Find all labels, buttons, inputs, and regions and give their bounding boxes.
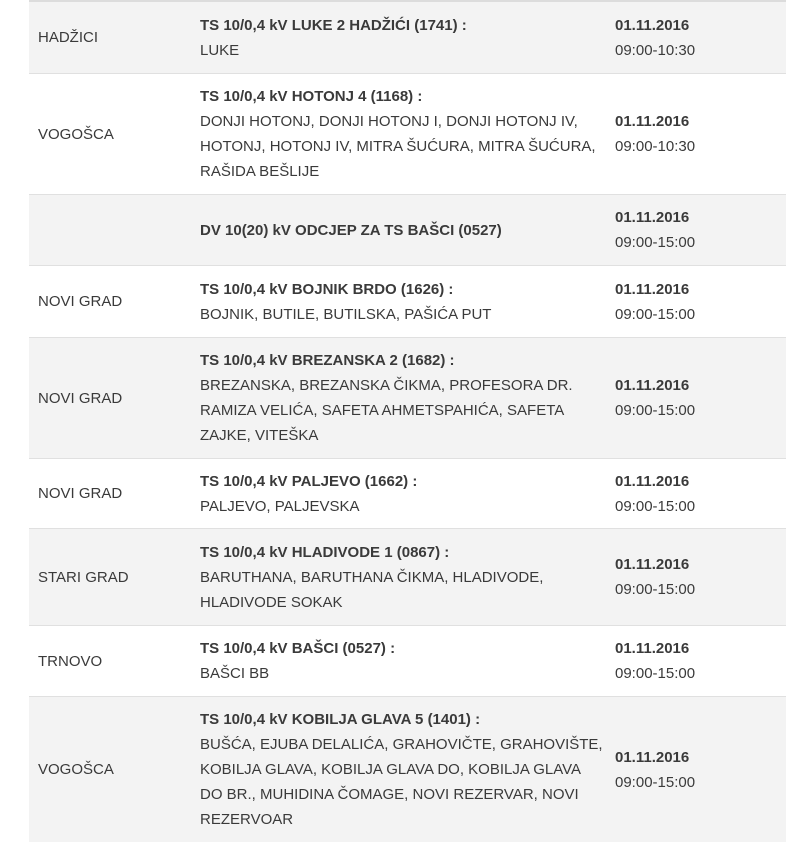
- area-cell: NOVI GRAD: [38, 485, 123, 502]
- street-list: BARUTHANA, BARUTHANA ČIKMA, HLADIVODE, HLADIVODE SOKAK: [200, 568, 544, 611]
- area-cell: VOGOŠCA: [38, 125, 114, 143]
- time-cell: [615, 13, 786, 63]
- table-row: [29, 2, 786, 74]
- description-cell: [200, 636, 615, 686]
- area-cell: NOVI GRAD: [38, 389, 123, 407]
- outage-hours: 09:00-10:30: [615, 41, 696, 59]
- description-cell: [200, 84, 615, 184]
- time-cell: [615, 745, 786, 795]
- street-list: DONJI HOTONJ, DONJI HOTONJ I, DONJI HOTONJ IV, HOTONJ, HOTONJ IV, MITRA ŠUĆURA, MITRA ŠUĆURA, RAŠIDA BEŠLIJE: [200, 113, 596, 180]
- street-list: PALJEVO, PALJEVSKA: [200, 497, 360, 515]
- outage-date: 01.11.2016: [615, 556, 690, 573]
- description-cell: [200, 540, 615, 615]
- street-list: BAŠCI BB: [200, 665, 270, 682]
- outage-hours: 09:00-15:00: [615, 773, 696, 791]
- station-name: TS 10/0,4 kV HLADIVODE 1 (0867) :: [200, 543, 450, 561]
- table-row: [29, 338, 786, 459]
- area-cell: VOGOŠCA: [38, 761, 114, 778]
- station-name: TS 10/0,4 kV BOJNIK BRDO (1626) :: [200, 280, 454, 298]
- time-cell: [615, 636, 786, 686]
- outage-date: 01.11.2016: [615, 472, 690, 490]
- area-cell: TRNOVO: [38, 652, 103, 670]
- description-cell: [200, 218, 615, 243]
- time-cell: [615, 373, 786, 423]
- station-name: TS 10/0,4 kV LUKE 2 HADŽIĆI (1741) :: [200, 16, 467, 34]
- station-name: TS 10/0,4 kV PALJEVO (1662) :: [200, 472, 418, 490]
- street-list: BUŠĆA, EJUBA DELALIĆA, GRAHOVIČTE, GRAHOVIŠTE, KOBILJA GLAVA, KOBILJA GLAVA DO, KOBILJA GLAVA DO BR., MUHIDINA ČOMAGE, NOVI REZERVAR, NOVI REZERVOAR: [200, 736, 603, 828]
- area-cell: HADŽICI: [38, 29, 98, 46]
- area-cell: NOVI GRAD: [38, 293, 123, 310]
- outage-date: 01.11.2016: [615, 113, 690, 130]
- outage-hours: 09:00-15:00: [615, 234, 696, 251]
- description-cell: [200, 707, 615, 832]
- time-cell: [615, 205, 786, 255]
- outage-hours: 09:00-15:00: [615, 402, 696, 419]
- time-cell: [615, 109, 786, 159]
- station-name: TS 10/0,4 kV BREZANSKA 2 (1682) :: [200, 352, 455, 369]
- table-row: [29, 626, 786, 697]
- outage-date: 01.11.2016: [615, 280, 690, 298]
- description-cell: [200, 469, 615, 519]
- table-row: [29, 266, 786, 338]
- outage-date: 01.11.2016: [615, 640, 690, 657]
- description-cell: [200, 348, 615, 448]
- outage-date: 01.11.2016: [615, 16, 690, 34]
- time-cell: [615, 277, 786, 327]
- street-list: BOJNIK, BUTILE, BUTILSKA, PAŠIĆA PUT: [200, 305, 492, 323]
- outage-hours: 09:00-15:00: [615, 497, 696, 515]
- description-cell: [200, 13, 615, 63]
- station-name: TS 10/0,4 kV HOTONJ 4 (1168) :: [200, 88, 423, 105]
- time-cell: [615, 552, 786, 602]
- outage-hours: 09:00-10:30: [615, 138, 696, 155]
- table-row: [29, 195, 786, 266]
- table-row: [29, 697, 786, 842]
- table-row: [29, 74, 786, 195]
- description-cell: [200, 277, 615, 327]
- outage-hours: 09:00-15:00: [615, 665, 696, 682]
- street-list: LUKE: [200, 41, 240, 59]
- table-row: [29, 529, 786, 626]
- street-list: BREZANSKA, BREZANSKA ČIKMA, PROFESORA DR. RAMIZA VELIĆA, SAFETA AHMETSPAHIĆA, SAFETA ZAJKE, VITEŠKA: [200, 377, 573, 444]
- outage-table: [29, 0, 786, 842]
- outage-hours: 09:00-15:00: [615, 305, 696, 323]
- station-name: TS 10/0,4 kV KOBILJA GLAVA 5 (1401) :: [200, 711, 481, 728]
- outage-date: 01.11.2016: [615, 209, 690, 226]
- station-name: DV 10(20) kV ODCJEP ZA TS BAŠCI (0527): [200, 221, 502, 239]
- outage-date: 01.11.2016: [615, 748, 690, 766]
- time-cell: [615, 469, 786, 519]
- table-row: [29, 459, 786, 529]
- outage-date: 01.11.2016: [615, 377, 690, 394]
- outage-hours: 09:00-15:00: [615, 581, 696, 598]
- area-cell: STARI GRAD: [38, 568, 129, 586]
- station-name: TS 10/0,4 kV BAŠCI (0527) :: [200, 640, 396, 657]
